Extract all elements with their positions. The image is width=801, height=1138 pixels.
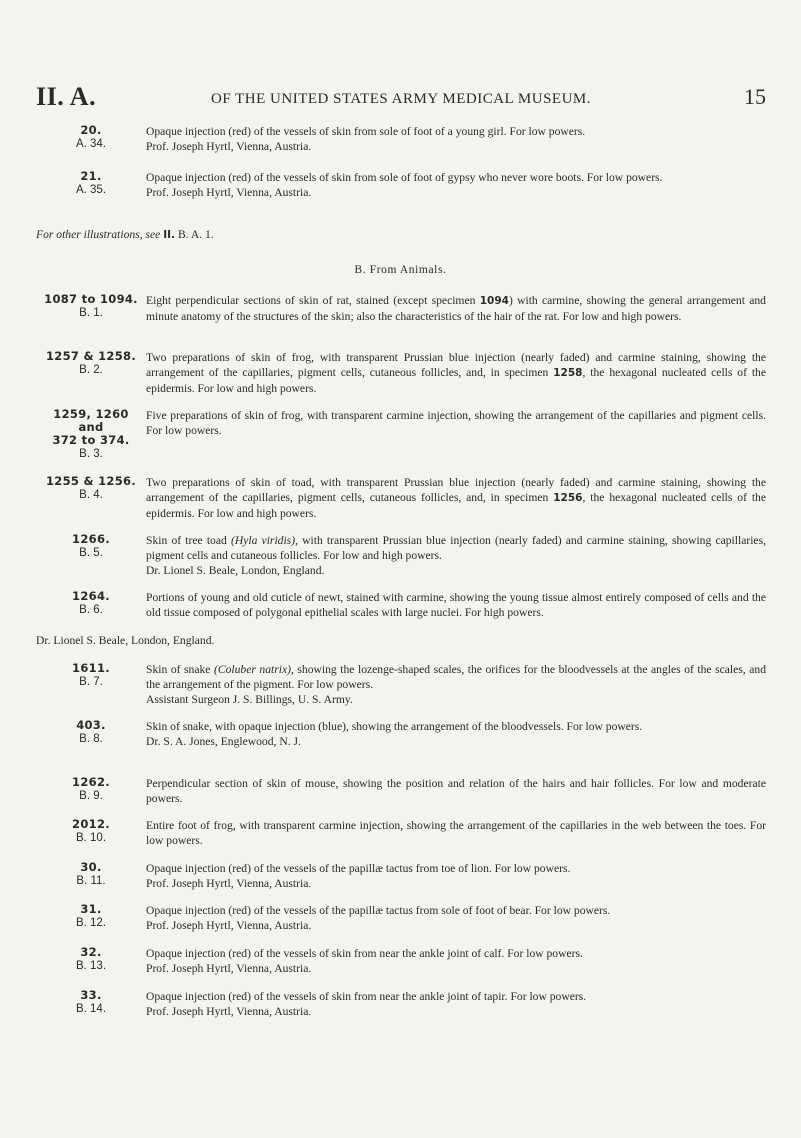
section-label: II. A.: [36, 82, 97, 111]
donor: Prof. Joseph Hyrtl, Vienna, Austria.: [146, 1005, 312, 1018]
donor: Dr. Lionel S. Beale, London, England.: [146, 564, 325, 577]
donor: Prof. Joseph Hyrtl, Vienna, Austria.: [146, 962, 312, 975]
series-reference: B. 13.: [75, 960, 107, 972]
donor: Prof. Joseph Hyrtl, Vienna, Austria.: [146, 186, 312, 199]
catalogue-number: 31.: [80, 902, 102, 916]
catalogue-number: 1259, 1260: [53, 407, 129, 421]
catalogue-number: 2012.: [72, 817, 110, 831]
catalogue-number: 403.: [76, 718, 106, 732]
entry-description: Opaque injection (red) of the vessels of skin from sole of foot of a young girl. For low powers.: [146, 125, 586, 138]
entry-description: Opaque injection (red) of the vessels of skin from near the ankle joint of calf. For low powers.: [146, 947, 583, 960]
series-reference: B. 8.: [79, 733, 103, 745]
entry-description: Skin of snake, with opaque injection (blue), showing the arrangement of the bloodvessels. For low powers.: [146, 720, 643, 733]
catalogue-number: 1087 to 1094.: [44, 292, 138, 306]
catalogue-number: 30.: [80, 860, 102, 874]
series-reference: B. 10.: [75, 832, 107, 844]
donor: Dr. Lionel S. Beale, London, England.: [36, 634, 215, 647]
entry-description: Opaque injection (red) of the vessels of the papillæ tactus from sole of foot of bear. For low powers.: [146, 904, 611, 917]
catalogue-number: 32.: [80, 945, 102, 959]
series-reference: B. 6.: [79, 604, 103, 616]
entry-description: Perpendicular section of skin of mouse, showing the position and relation of the hairs and hair follicles. For low and moderate powers.: [146, 777, 766, 805]
series-reference: B. 5.: [79, 547, 103, 559]
entry-description: Entire foot of frog, with transparent carmine injection, showing the arrangement of the capillaries in the web between the toes. For low powers.: [146, 819, 766, 847]
catalogue-number: 1264.: [72, 589, 110, 603]
entry-description: Skin of tree toad (Hyla viridis), with transparent Prussian blue injection (nearly faded) and carmine staining, showing capillaries, pigment cells and cutaneous follicles. For low and high powers.: [146, 534, 766, 562]
donor: Prof. Joseph Hyrtl, Vienna, Austria.: [146, 877, 312, 890]
entry-description: Two preparations of skin of toad, with transparent Prussian blue injection (nearly faded) and carmine staining, showing the arrangement of the capillaries, pigment cells, cutaneous follicles, and, in specimen 1256, the hexagonal nucleated cells of the epidermis. For low and high powers.: [146, 476, 766, 520]
donor: Assistant Surgeon J. S. Billings, U. S. Army.: [146, 693, 353, 706]
series-reference: B. 14.: [75, 1003, 107, 1015]
series-reference: B. 11.: [76, 875, 106, 887]
series-reference: B. 2.: [79, 364, 103, 376]
subheading: B. From Animals.: [354, 264, 447, 276]
catalogue-number: 1262.: [72, 775, 110, 789]
series-reference: B. 7.: [79, 676, 103, 688]
entry-description: Portions of young and old cuticle of newt, stained with carmine, showing the young tissue almost entirely composed of cells and the old tissue composed of polygonal epithelial scales with large nuclei. For high powers.: [146, 591, 766, 619]
entry-description: Eight perpendicular sections of skin of rat, stained (except specimen 1094) with carmine, showing the general arrangement and minute anatomy of the structures of the skin; also the characteristics of the hair of the rat. For low and high powers.: [146, 294, 766, 323]
catalogue-number: 1257 & 1258.: [45, 349, 137, 363]
series-reference: B. 12.: [75, 917, 107, 929]
series-reference: B. 9.: [79, 790, 103, 802]
entry-description: Five preparations of skin of frog, with transparent carmine injection, showing the arrangement of the capillaries and pigment cells. For low powers.: [146, 409, 766, 437]
series-reference: A. 35.: [75, 184, 107, 196]
catalogue-number: 21.: [80, 169, 102, 183]
entry-description: Skin of snake (Coluber natrix), showing the lozenge-shaped scales, the orifices for the bloodvessels at the angles of the scales, and the arrangement of the pigment. For low powers.: [146, 663, 767, 691]
catalogue-number: 33.: [80, 988, 102, 1002]
series-reference: B. 4.: [79, 489, 103, 501]
running-title: OF THE UNITED STATES ARMY MEDICAL MUSEUM.: [210, 91, 591, 107]
entry-description: Opaque injection (red) of the vessels of skin from sole of foot of gypsy who never wore boots. For low powers.: [146, 171, 663, 184]
series-reference: B. 3.: [79, 448, 103, 460]
catalogue-number: 1266.: [72, 532, 110, 546]
series-reference: A. 34.: [75, 138, 107, 150]
page-number: 15: [744, 84, 766, 109]
donor: Dr. S. A. Jones, Englewood, N. J.: [146, 735, 301, 748]
donor: Prof. Joseph Hyrtl, Vienna, Austria.: [146, 140, 312, 153]
entry-description: Opaque injection (red) of the vessels of skin from near the ankle joint of tapir. For low powers.: [146, 990, 587, 1003]
donor: Prof. Joseph Hyrtl, Vienna, Austria.: [146, 919, 312, 932]
catalogue-number: 372 to 374.: [52, 433, 130, 447]
series-reference: B. 1.: [79, 307, 103, 319]
catalogue-number: 1255 & 1256.: [45, 474, 137, 488]
catalogue-number: 20.: [80, 123, 102, 137]
catalogue-number: 1611.: [72, 661, 110, 675]
entry-description: Two preparations of skin of frog, with transparent Prussian blue injection (nearly faded) and carmine staining, showing the arrangement of the capillaries, pigment cells, cutaneous follicles, and, in specimen 1258, the hexagonal nucleated cells of the epidermis. For low and high powers.: [146, 351, 766, 395]
catalogue-number: and: [78, 420, 104, 434]
entry-description: Opaque injection (red) of the vessels of the papillæ tactus from toe of lion. For low powers.: [146, 862, 571, 875]
page-header: [36, 82, 766, 112]
cross-reference: For other illustrations, see II. B. A. 1.: [36, 228, 214, 241]
